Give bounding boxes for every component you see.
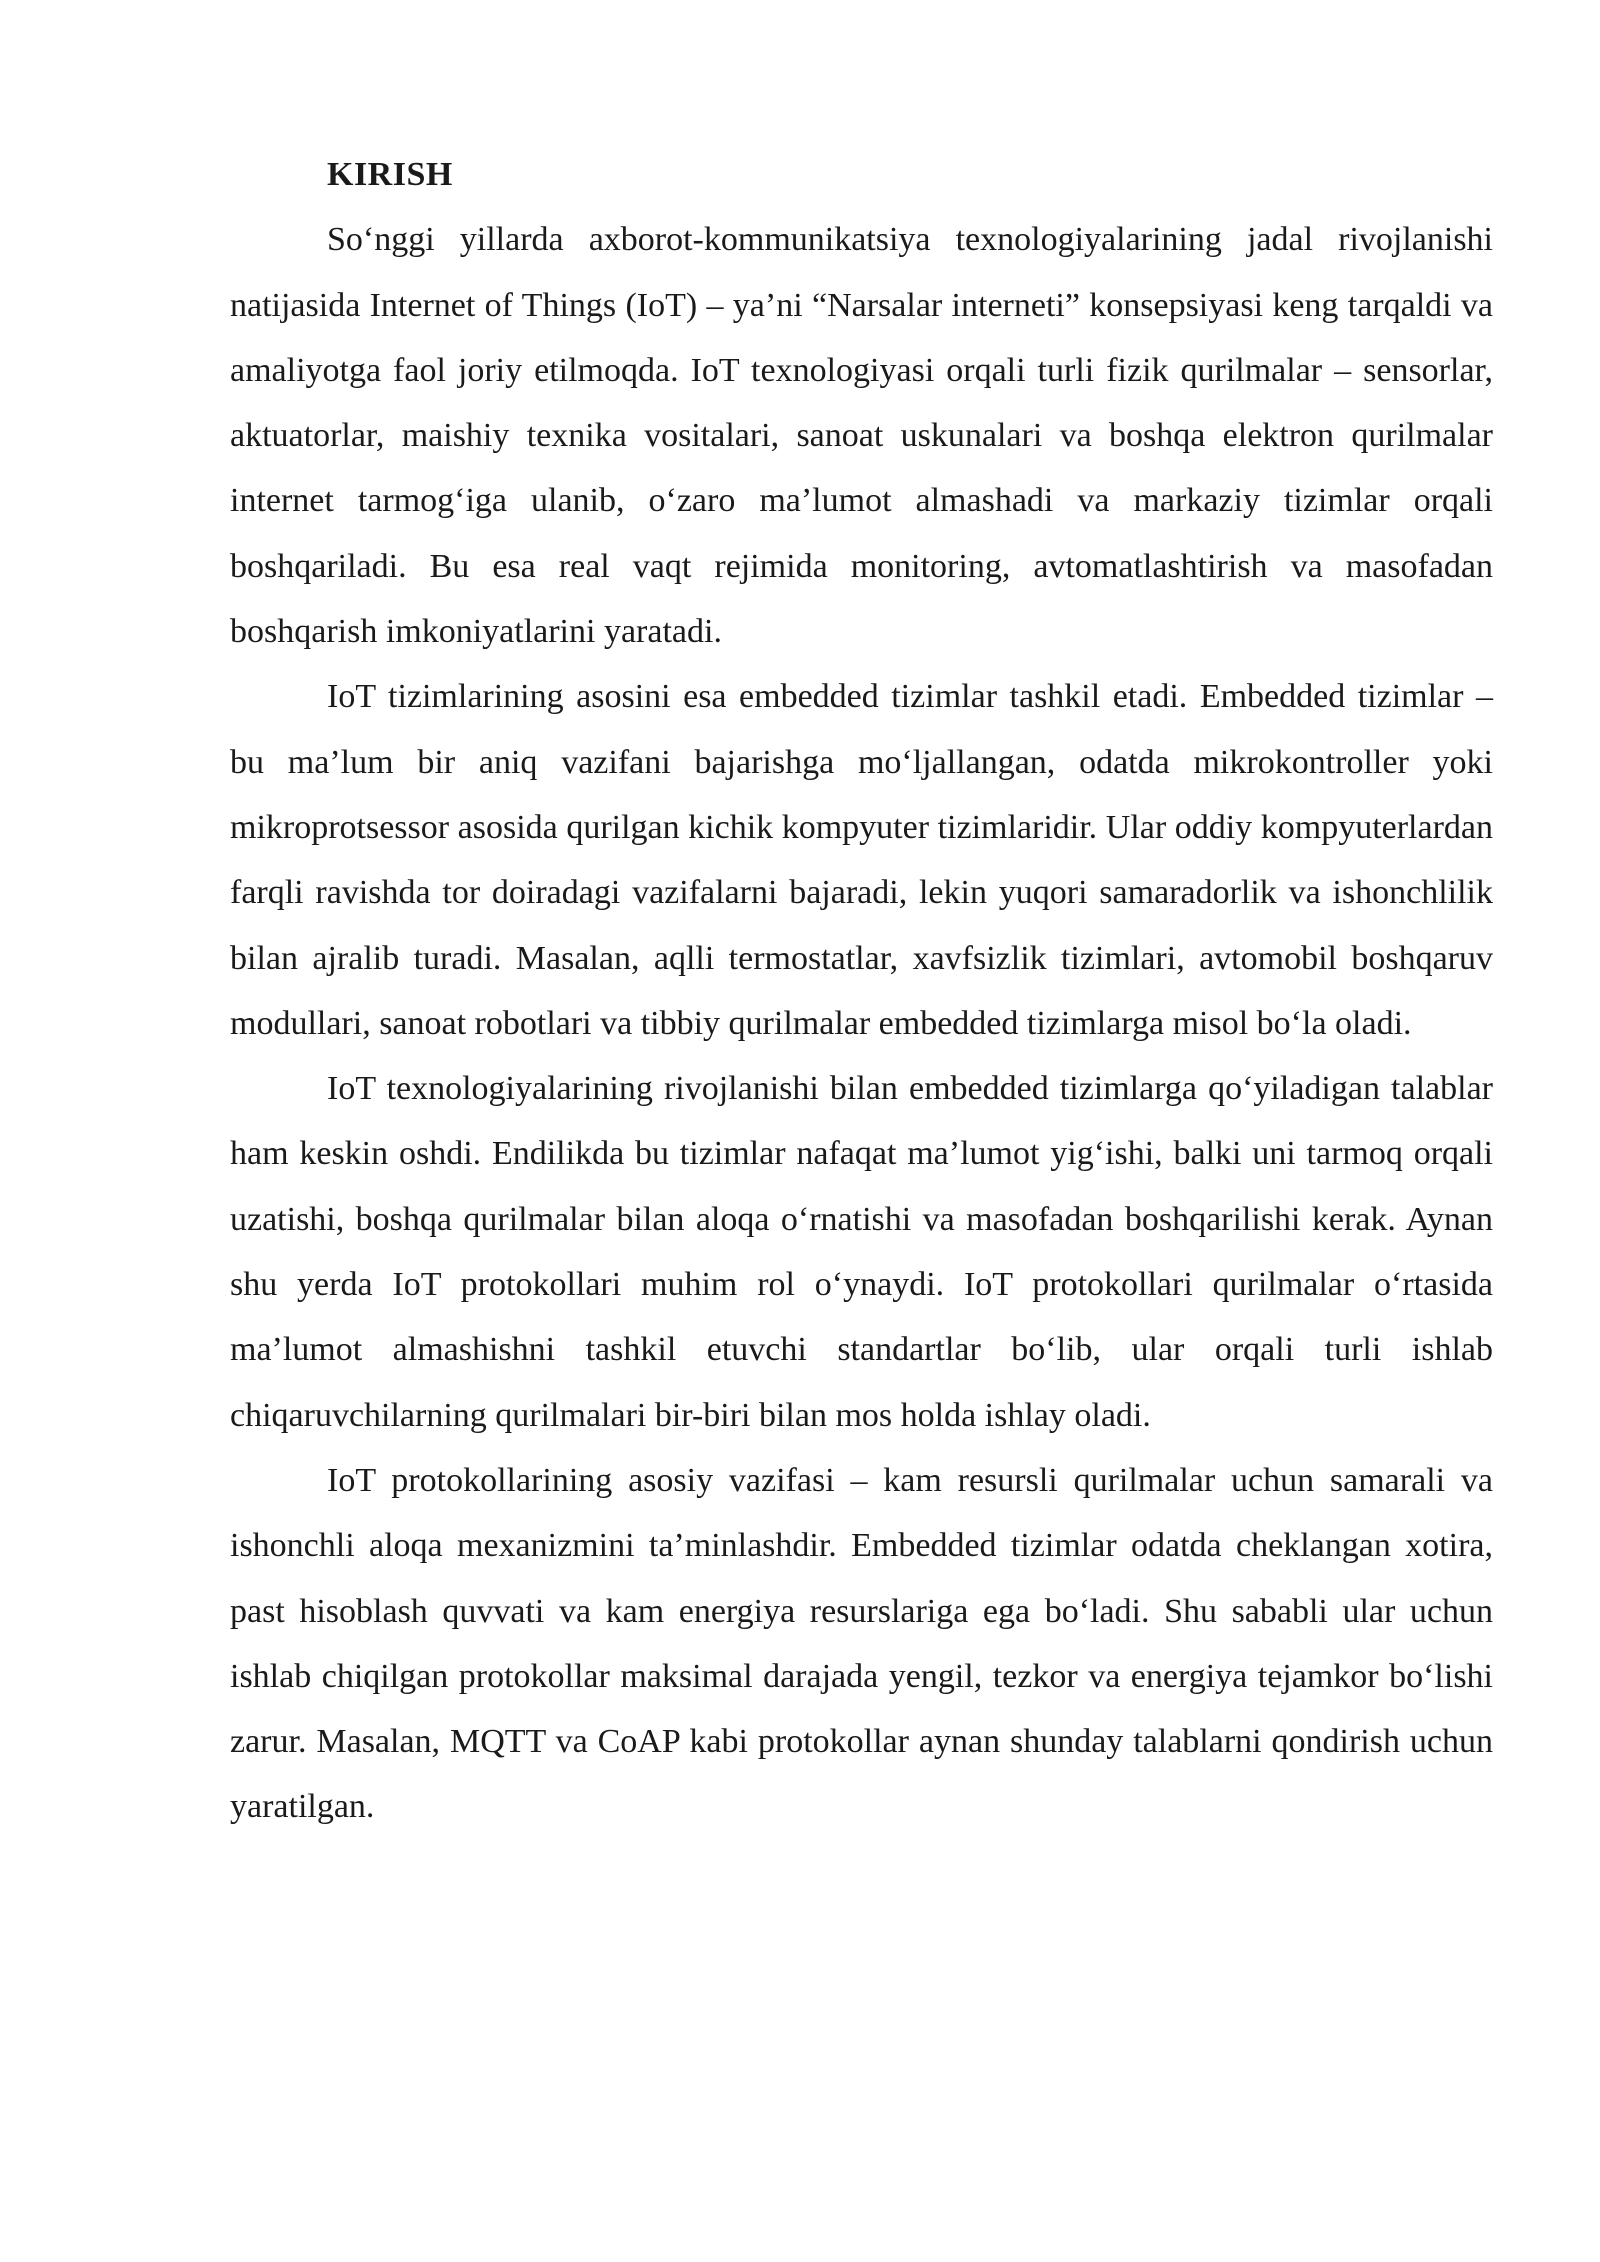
paragraph-2: IoT tizimlarining asosini esa embedded tizimlar tashkil etadi. Embedded tizimlar – bu ma’lum bir aniq vazifani bajarishga mo‘ljallangan, odatda mikrokontroller yoki mikroprotsessor asosida qurilgan kichik kompyuter tizimlaridir. Ular oddiy kompyuterlardan farqli ravishda tor doiradagi vazifalarni bajaradi, lekin yuqori samaradorlik va ishonchlilik bilan ajralib turadi. Masalan, aqlli termostatlar, xavfsizlik tizimlari, avtomobil boshqaruv modullari, sanoat robotlari va tibbiy qurilmalar embedded tizimlarga misol bo‘la oladi. xyxy=(230,678,1493,1042)
paragraph-1: So‘nggi yillarda axborot-kommunikatsiya texnologiyalarining jadal rivojlanishi natijasida Internet of Things (IoT) – ya’ni “Narsalar interneti” konsepsiyasi keng tarqaldi va amaliyotga faol joriy etilmoqda. IoT texnologiyasi orqali turli fizik qurilmalar – sensorlar, aktuatorlar, maishiy texnika vositalari, sanoat uskunalari va boshqa elektron qurilmalar internet tarmog‘iga ulanib, o‘zaro ma’lumot almashadi va markaziy tizimlar orqali boshqariladi. Bu esa real vaqt rejimida monitoring, avtomatlashtirish va masofadan boshqarish imkoniyatlarini yaratadi. xyxy=(230,221,1493,651)
paragraph-4: IoT protokollarining asosiy vazifasi – kam resursli qurilmalar uchun samarali va ishonchli aloqa mexanizmini ta’minlashdir. Embedded tizimlar odatda cheklangan xotira, past hisoblash quvvati va kam energiya resurslariga ega bo‘ladi. Shu sababli ular uchun ishlab chiqilgan protokollar maksimal darajada yengil, tezkor va energiya tejamkor bo‘lishi zarur. Masalan, MQTT va CoAP kabi protokollar aynan shunday talablarni qondirish uchun yaratilgan. xyxy=(230,1461,1493,1826)
paragraph-3: IoT texnologiyalarining rivojlanishi bilan embedded tizimlarga qo‘yiladigan talablar ham keskin oshdi. Endilikda bu tizimlar nafaqat ma’lumot yig‘ishi, balki uni tarmoq orqali uzatishi, boshqa qurilmalar bilan aloqa o‘rnatishi va masofadan boshqarilishi kerak. Aynan shu yerda IoT protokollari muhim rol o‘ynaydi. IoT protokollari qurilmalar o‘rtasida ma’lumot almashishni tashkil etuvchi standartlar bo‘lib, ular orqali turli ishlab chiqaruvchilarning qurilmalari bir-biri bilan mos holda ishlay oladi. xyxy=(230,1070,1493,1434)
section-heading: KIRISH xyxy=(327,156,453,193)
document-body xyxy=(230,142,1493,1840)
